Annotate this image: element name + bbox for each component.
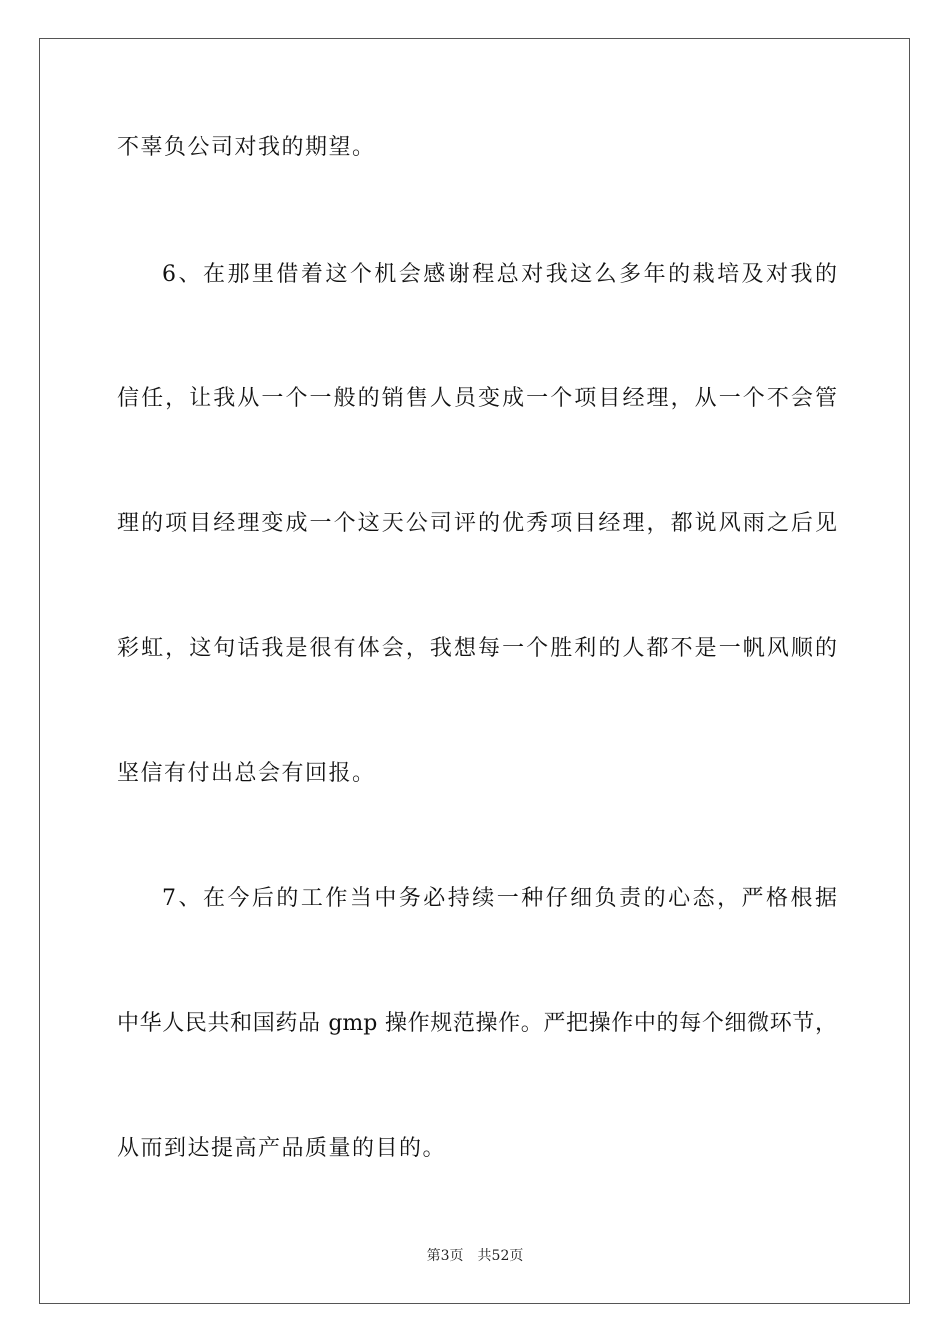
page-footer [0, 1246, 950, 1266]
paragraph-line: 中华人民共和国药品 gmp 操作规范操作。严把操作中的每个细微环节， [117, 1011, 837, 1036]
page-total: 共52页 [477, 1248, 524, 1264]
paragraph-line: 6、在那里借着这个机会感谢程总对我这么多年的栽培及对我的 [162, 262, 837, 287]
paragraph-line: 信任，让我从一个一般的销售人员变成一个项目经理，从一个不会管 [117, 386, 837, 411]
paragraph-line: 从而到达提高产品质量的目的。 [117, 1136, 447, 1161]
paragraph-line: 理的项目经理变成一个这天公司评的优秀项目经理，都说风雨之后见 [117, 511, 837, 536]
paragraph-line: 7、在今后的工作当中务必持续一种仔细负责的心态，严格根据 [162, 886, 837, 911]
paragraph-line: 坚信有付出总会有回报。 [117, 761, 376, 786]
page-frame [39, 38, 910, 1304]
page-number: 第3页 [426, 1248, 464, 1264]
paragraph-line: 彩虹，这句话我是很有体会，我想每一个胜利的人都不是一帆风顺的 [117, 636, 837, 661]
paragraph-line: 不辜负公司对我的期望。 [117, 135, 376, 160]
